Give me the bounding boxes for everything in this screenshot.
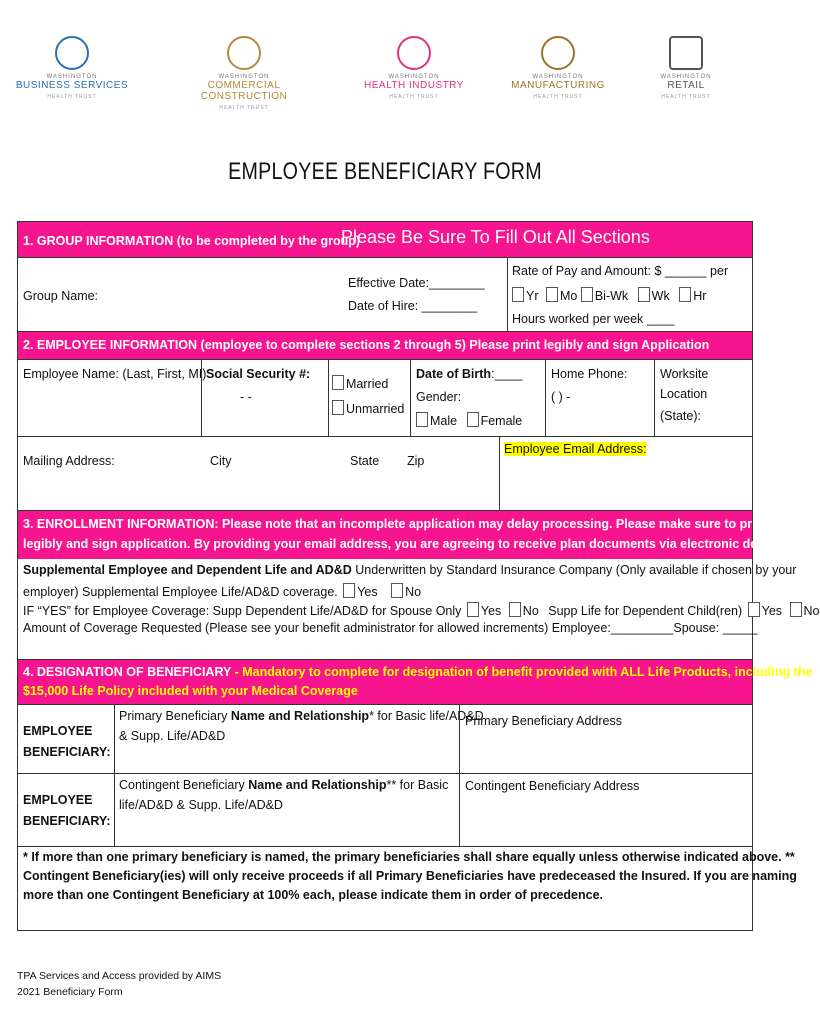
construction-icon xyxy=(227,36,261,70)
group-name-field[interactable]: Group Name: xyxy=(23,289,99,303)
logo-commercial-construction: WASHINGTON COMMERCIAL CONSTRUCTION HEALTH TRUST xyxy=(174,36,314,111)
logo-retail: WASHINGTON RETAIL HEALTH TRUST xyxy=(616,36,756,100)
female-checkbox[interactable] xyxy=(467,412,479,427)
footer-tpa: TPA Services and Access provided by AIMS xyxy=(17,970,222,982)
footer-form-name: 2021 Beneficiary Form xyxy=(17,986,123,998)
dob-field[interactable]: Date of Birth:____ xyxy=(416,367,523,381)
effective-date-field[interactable]: Effective Date:________ xyxy=(348,276,485,290)
mo-checkbox[interactable] xyxy=(546,287,558,302)
coverage-amount-field[interactable]: Amount of Coverage Requested (Please see your benefit administrator for allowed increments) Employee:_________Spouse: _____ xyxy=(23,621,758,635)
spouse-no-checkbox[interactable] xyxy=(509,602,521,617)
child-yes-checkbox[interactable] xyxy=(748,602,760,617)
spouse-yes-checkbox[interactable] xyxy=(467,602,479,617)
logo-business-services: WASHINGTON BUSINESS SERVICES HEALTH TRUST xyxy=(2,36,142,100)
unmarried-checkbox[interactable] xyxy=(332,400,344,415)
date-of-hire-field[interactable]: Date of Hire: ________ xyxy=(348,299,478,313)
worksite-field[interactable]: Worksite xyxy=(660,367,709,381)
mailing-address-field[interactable]: Mailing Address: xyxy=(23,454,115,468)
hours-worked-field[interactable]: Hours worked per week ____ xyxy=(512,312,675,326)
employee-name-field[interactable]: Employee Name: (Last, First, MI) xyxy=(23,367,207,381)
biwk-checkbox[interactable] xyxy=(581,287,593,302)
beneficiary-note: * If more than one primary beneficiary is named, the primary beneficiaries shall share equally unless otherwise indicated above. ** xyxy=(23,850,795,864)
primary-beneficiary-name-field[interactable]: Primary Beneficiary Name and Relationship* for Basic life/AD&D xyxy=(119,709,484,723)
zip-field[interactable]: Zip xyxy=(407,454,425,468)
male-checkbox[interactable] xyxy=(416,412,428,427)
home-phone-field[interactable]: Home Phone: xyxy=(551,367,628,381)
logo-manufacturing: WASHINGTON MANUFACTURING HEALTH TRUST xyxy=(488,36,628,100)
heart-icon xyxy=(397,36,431,70)
pay-period-options: Yr Mo Bi-Wk Wk Hr xyxy=(512,287,706,303)
section-4: 4. DESIGNATION OF BENEFICIARY - Mandatory to complete for designation of benefit provided with ALL Life Products, including the $15,000 Life Policy included with your Medical Coverage EMPLOYEE BENEFICIARY: Primary Beneficiary Name and Relationship* for Basic life/AD&D & Supp. Life/AD&D Primary Beneficiary Address EMPLOYEE BENEFICIARY: Contingent Beneficiary Name and Relationship** for Basic life/AD&D & Supp. Life/AD&D Contingent Beneficiary Address * If more than one primary beneficiary is named, the primary beneficiaries shall share equally unless otherwise indicated above. ** Contingent Beneficiary(ies) will only receive proceeds if all Primary Beneficiaries have predeceased the Insured. If you are naming more than one Contingent Beneficiary at 100% each, please indicate them in order of precedence. xyxy=(17,660,753,931)
building-icon xyxy=(669,36,703,70)
state-field[interactable]: State xyxy=(350,454,380,468)
section-3-header: 3. ENROLLMENT INFORMATION: Please note that an incomplete application may delay processing. Please make sure to print legibly and sign application. By providing your email address, you are agreeing to receive plan documents via electronic delivery. xyxy=(18,511,752,559)
ssn-field[interactable]: Social Security #: xyxy=(206,367,311,381)
section-2-header: 2. EMPLOYEE INFORMATION (employee to complete sections 2 through 5) Please print legibly and sign Application xyxy=(18,332,752,359)
section-2: 2. EMPLOYEE INFORMATION (employee to complete sections 2 through 5) Please print legibly and sign Application Employee Name: (Last, First, MI) Social Security #: - - Married Unmarried Date of Birth:____ Gender: Male Female Home Phone: ( ) - Worksite Location (State): Mailing Address: City State Zip Employee Email Address: xyxy=(17,332,753,511)
primary-beneficiary-address-field[interactable]: Primary Beneficiary Address xyxy=(465,714,623,728)
email-field[interactable]: Employee Email Address: xyxy=(504,442,647,456)
section-1 xyxy=(17,221,753,332)
contingent-beneficiary-address-field[interactable]: Contingent Beneficiary Address xyxy=(465,779,640,793)
hr-checkbox[interactable] xyxy=(679,287,691,302)
briefcase-icon xyxy=(55,36,89,70)
child-no-checkbox[interactable] xyxy=(790,602,802,617)
supp-life-yes-checkbox[interactable] xyxy=(343,583,355,598)
logo-health-industry: WASHINGTON HEALTH INDUSTRY HEALTH TRUST xyxy=(344,36,484,100)
wk-checkbox[interactable] xyxy=(638,287,650,302)
city-field[interactable]: City xyxy=(210,454,232,468)
section-4-header: 4. DESIGNATION OF BENEFICIARY - Mandatory to complete for designation of benefit provided with ALL Life Products, including the $15,000 Life Policy included with your Medical Coverage xyxy=(18,660,752,704)
contingent-beneficiary-name-field[interactable]: Contingent Beneficiary Name and Relationship** for Basic xyxy=(119,778,449,792)
section-3: 3. ENROLLMENT INFORMATION: Please note that an incomplete application may delay processing. Please make sure to print legibly and sign application. By providing your email address, you are agreeing to receive plan documents via electronic delivery. Supplemental Employee and Dependent Life and AD&D Underwritten by Standard Insurance Company (Only available if chosen by your employer) Supplemental Employee Life/AD&D coverage. Yes No IF “YES” for Employee Coverage: Supp Dependent Life/AD&D for Spouse Only Yes No Supp Life for Dependent Child(ren) Yes No Amount of Coverage Requested (Please see your benefit administrator for allowed increments) Employee:_________Spouse: _____ xyxy=(17,511,753,660)
gear-icon xyxy=(541,36,575,70)
supp-life-no-checkbox[interactable] xyxy=(391,583,403,598)
section-1-header: 1. GROUP INFORMATION (to be completed by the group) Please Be Sure To Fill Out All Sections xyxy=(18,222,752,257)
rate-of-pay-field[interactable]: Rate of Pay and Amount: $ ______ per xyxy=(512,264,729,278)
yr-checkbox[interactable] xyxy=(512,287,524,302)
page-title: EMPLOYEE BENEFICIARY FORM xyxy=(228,158,542,185)
married-checkbox[interactable] xyxy=(332,375,344,390)
